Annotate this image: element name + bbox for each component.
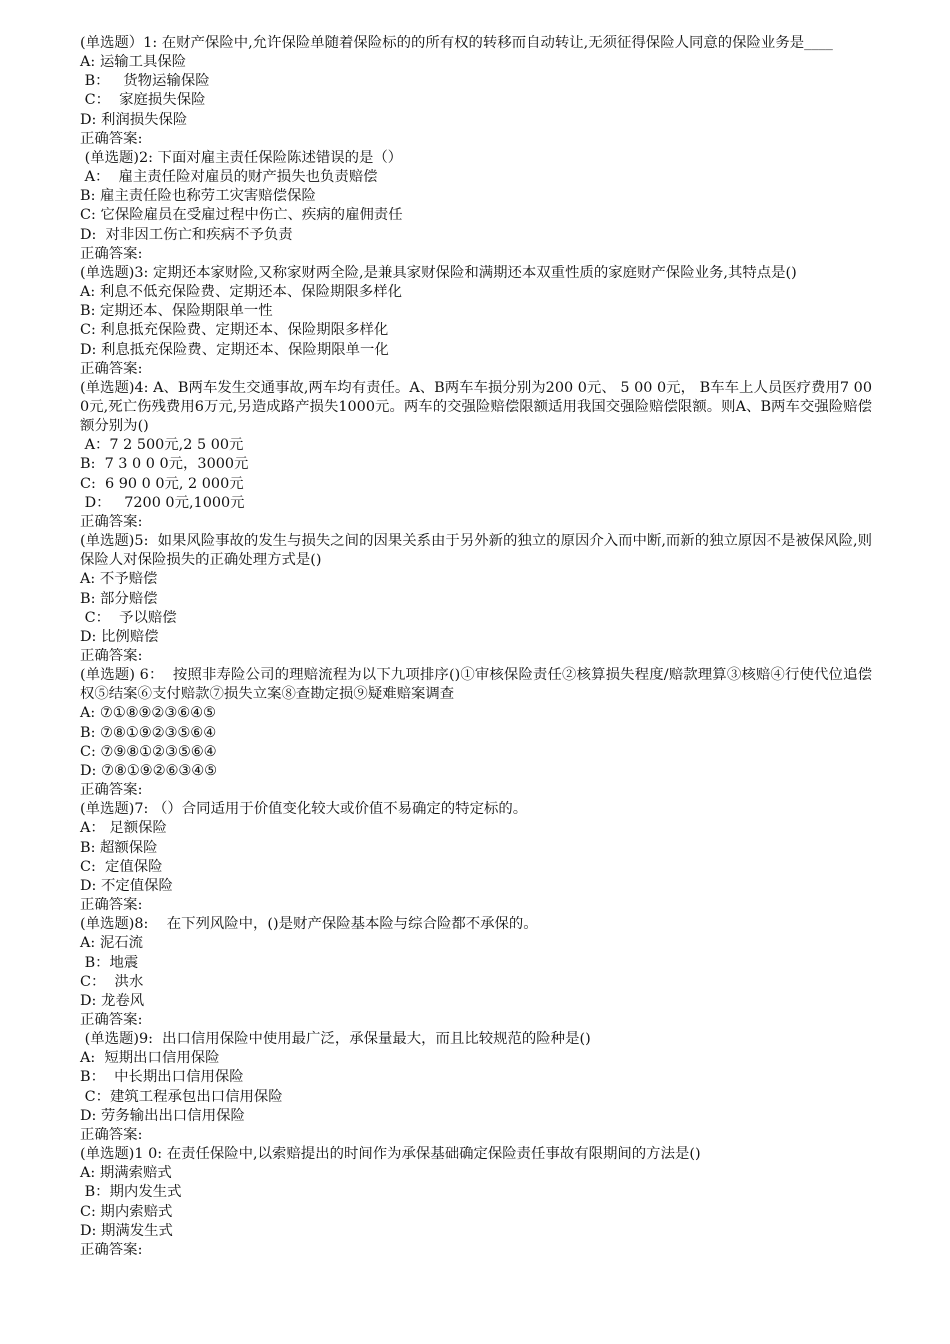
option-b: B: 7 3 0 0 0元，3000元	[80, 456, 249, 473]
answer-label: 正确答案:	[80, 513, 143, 530]
option-b: B: 超额保险	[80, 839, 158, 856]
option-d: D: ⑦⑧①⑨②⑥③④⑤	[80, 762, 218, 779]
question-block-3	[80, 264, 872, 379]
option-c: C： 予以赔偿	[80, 609, 177, 626]
option-a: A： 雇主责任险对雇员的财产损失也负责赔偿	[80, 169, 378, 186]
option-d: D: 对非因工伤亡和疾病不予负责	[80, 226, 293, 243]
option-b: B： 中长期出口信用保险	[80, 1069, 244, 1086]
question-block-8	[80, 915, 872, 1030]
question-block-5	[80, 532, 872, 666]
option-a: A: 不予赔偿	[80, 571, 158, 588]
exam-document	[80, 34, 872, 1260]
answer-label: 正确答案:	[80, 1126, 143, 1143]
question-stem: (单选题)5: 如果风险事故的发生与损失之间的因果关系由于另外新的独立的原因介入而中断,而新的独立原因不是被保风险,则保险人对保险损失的正确处理方式是()	[80, 533, 872, 569]
question-stem: (单选题)8: 在下列风险中，()是财产保险基本险与综合险都不承保的。	[80, 916, 538, 933]
option-d: D: 比例赔偿	[80, 628, 159, 645]
question-block-6	[80, 666, 872, 800]
question-block-2	[80, 149, 872, 264]
question-block-9	[80, 1030, 872, 1145]
question-stem: (单选题)9: 出口信用保险中使用最广泛，承保量最大，而且比较规范的险种是()	[80, 1031, 591, 1048]
option-a: A: ⑦①⑧⑨②③⑥④⑤	[80, 705, 216, 722]
question-stem: (单选题)2: 下面对雇主责任保险陈述错误的是（）	[80, 149, 403, 166]
option-b: B: 雇主责任险也称劳工灾害赔偿保险	[80, 188, 316, 205]
question-stem: (单选题）1: 在财产保险中,允许保险单随着保险标的的所有权的转移而自动转让,无须征得保险人同意的保险业务是____	[80, 35, 833, 51]
question-stem: (单选题)3: 定期还本家财险,又称家财两全险,是兼具家财保险和满期还本双重性质的家庭财产保险业务,其特点是()	[80, 264, 797, 281]
option-a: A: 泥石流	[80, 935, 143, 952]
option-d: D: 利润损失保险	[80, 111, 188, 128]
option-d: D: 不定值保险	[80, 877, 173, 894]
question-block-10	[80, 1145, 872, 1260]
question-stem: (单选题)4: A、B两车发生交通事故,两车均有责任。A、B两车车损分别为200 0元、 5 00 0元， B车车上人员医疗费用7 000元,死亡伤残费用6万元,另造成路产损失1000元。两车的交强险赔偿限额适用我国交强险赔偿限额。则A、B两车交强险赔偿额分别为()	[80, 379, 872, 435]
question-stem: (单选题)7: （）合同适用于价值变化较大或价值不易确定的特定标的。	[80, 801, 528, 818]
option-b: B：地震	[80, 954, 139, 971]
option-a: A: 运输工具保险	[80, 54, 187, 71]
option-c: C: 利息抵充保险费、定期还本、保险期限多样化	[80, 322, 389, 339]
option-a: A： 足额保险	[80, 820, 167, 837]
option-c: C：建筑工程承包出口信用保险	[80, 1088, 283, 1105]
option-c: C： 洪水	[80, 973, 144, 990]
question-block-4	[80, 379, 872, 532]
answer-label: 正确答案:	[80, 1011, 143, 1028]
answer-label: 正确答案:	[80, 130, 143, 147]
option-a: A: 利息不低充保险费、定期还本、保险期限多样化	[80, 284, 403, 301]
option-b: B： 货物运输保险	[80, 73, 210, 90]
option-b: B: 部分赔偿	[80, 590, 158, 607]
question-stem: (单选题) 6： 按照非寿险公司的理赔流程为以下九项排序()①审核保险责任②核算损失程度/赔款理算③核赔④行使代位追偿权⑤结案⑥支付赔款⑦损失立案⑧查勘定损⑨疑难赔案调查	[80, 667, 872, 703]
option-a: A: 短期出口信用保险	[80, 1050, 220, 1067]
option-d: D: 期满发生式	[80, 1222, 173, 1239]
option-d: D: 龙卷风	[80, 992, 145, 1009]
question-stem: (单选题)1 0: 在责任保险中,以索赔提出的时间作为承保基础确定保险责任事故有限期间的方法是()	[80, 1146, 701, 1163]
option-b: B: 定期还本、保险期限单一性	[80, 303, 273, 320]
answer-label: 正确答案:	[80, 897, 143, 914]
answer-label: 正确答案:	[80, 245, 143, 262]
answer-label: 正确答案:	[80, 648, 143, 664]
answer-label: 正确答案:	[80, 1241, 143, 1258]
option-c: C: ⑦⑨⑧①②③⑤⑥④	[80, 743, 217, 760]
option-a: A: 期满索赔式	[80, 1165, 172, 1182]
answer-label: 正确答案:	[80, 782, 143, 799]
option-d: D： 7200 0元,1000元	[80, 494, 245, 511]
option-c: C： 家庭损失保险	[80, 92, 206, 109]
option-c: C: 期内索赔式	[80, 1203, 173, 1220]
option-a: A：7 2 500元,2 5 00元	[80, 437, 244, 454]
answer-label: 正确答案:	[80, 360, 143, 377]
option-c: C: 它保险雇员在受雇过程中伤亡、疾病的雇佣责任	[80, 207, 403, 224]
option-b: B：期内发生式	[80, 1184, 182, 1201]
option-c: C: 定值保险	[80, 858, 163, 875]
option-b: B: ⑦⑧①⑨②③⑤⑥④	[80, 724, 217, 741]
question-block-1	[80, 34, 872, 149]
option-d: D: 利息抵充保险费、定期还本、保险期限单一化	[80, 341, 389, 358]
option-c: C: 6 90 0 0元, 2 000元	[80, 475, 244, 492]
question-block-7	[80, 800, 872, 915]
option-d: D: 劳务输出出口信用保险	[80, 1107, 245, 1124]
